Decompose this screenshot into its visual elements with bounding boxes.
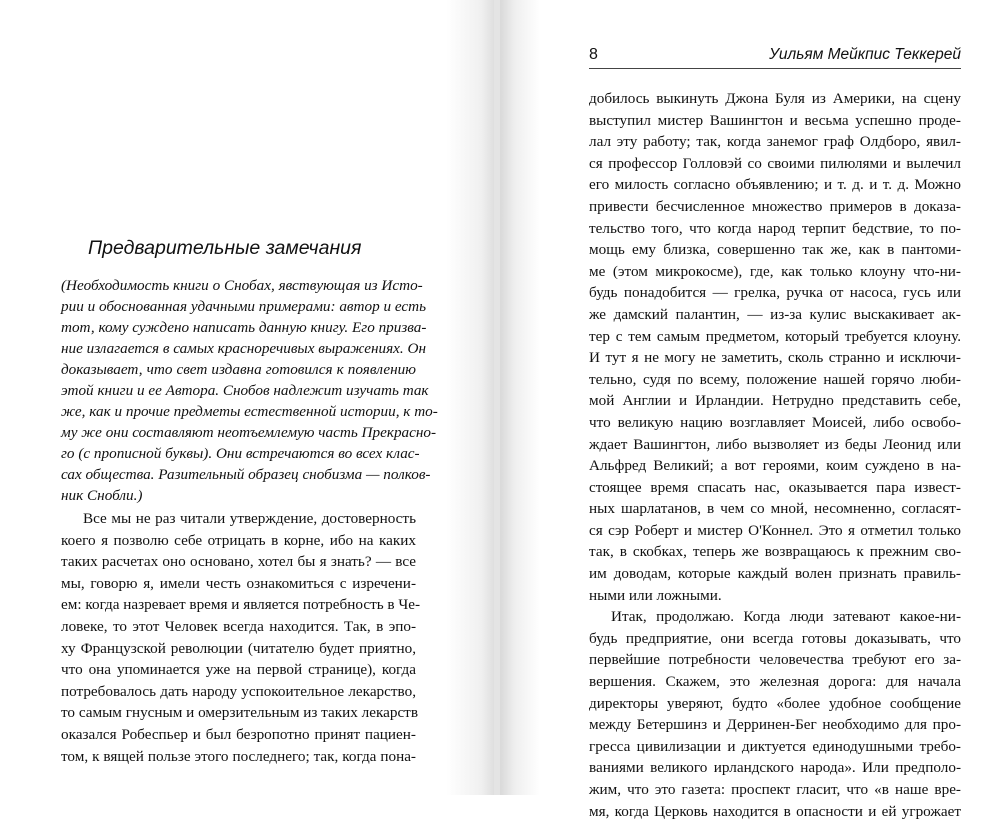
body-line: что великую нацию возглавляет Моисей, либо освобо- <box>589 413 961 431</box>
body-line: ваниями великого ирландского народа». Или предполо- <box>589 759 961 777</box>
abstract-line: сах общества. Разительный образец снобизма — полков- <box>61 466 431 483</box>
chapter-abstract <box>61 275 438 506</box>
left-page <box>0 0 496 795</box>
body-line: мощь ему близка, совершенно так же, как в пантоми- <box>589 241 961 259</box>
body-line: будь предприятие, они всегда готовы доказывать, что <box>589 629 961 647</box>
body-line: ждает Вашингтон, либо вызволяет из беды Леонид или <box>589 435 961 453</box>
body-line: ся профессор Голловэй со своими пилюлями и вылечил <box>589 154 961 172</box>
body-line: вершения. Скажем, это железная дорога: для начала <box>589 673 961 691</box>
body-line: привести бесчисленное множество примеров в доказа- <box>589 197 961 215</box>
chapter-title: Предварительные замечания <box>88 237 362 259</box>
abstract-line: му же они составляют неотъемлемую часть Прекрасно- <box>61 424 437 441</box>
body-line: выступил мистер Вашингтон и весьма успешно проде- <box>589 111 961 129</box>
abstract-line: ник Снобли.) <box>61 487 143 504</box>
body-line: лал эту работу; так, когда занемог граф Олдборо, явил- <box>589 133 961 151</box>
abstract-line: рии и обоснованная удачными примерами: автор и есть <box>61 298 427 315</box>
body-line: то самым гнусным и омерзительным из таких лекарств <box>61 704 418 722</box>
body-line: тельство того, что когда народ терпит бедствие, то по- <box>589 219 961 237</box>
body-line: том, к вящей пользе этого последнего; так, когда пона- <box>61 747 416 765</box>
body-line: Все мы не раз читали утверждение, достоверность <box>83 510 416 527</box>
abstract-line: же, как и прочие предметы естественной истории, к то- <box>61 403 438 420</box>
body-line: тер с тем самым предметом, который требуется клоуну. <box>589 327 961 345</box>
body-line: гресса цивилизации и диктуется единодушными требо- <box>589 737 961 755</box>
abstract-line: доказывает, что свет издавна готовился к появлению <box>61 361 416 378</box>
running-header <box>589 46 961 69</box>
body-line: мя, когда Церковь находится в опасности и ей угрожает <box>589 802 961 820</box>
body-line: мой Англии и Ирландии. Нетрудно представить себе, <box>589 392 961 410</box>
body-line: ме (этом микрокосме), где, как только клоуну что-ни- <box>589 262 961 280</box>
abstract-line: (Необходимость книги о Снобах, явствующая из Исто- <box>61 277 423 294</box>
body-line: так, в скобках, теперь же возвращаюсь к прежним сво- <box>589 543 961 561</box>
body-line: между Бетершинз и Дерринен-Бег необходимо для про- <box>589 716 961 734</box>
body-line: Альфред Великий; а вот героями, коим суждено в на- <box>589 457 961 475</box>
right-body-text <box>589 88 961 822</box>
body-line: оказался Робеспьер и был безропотно принят пациен- <box>61 725 416 743</box>
body-line: ными или ложными. <box>589 586 722 604</box>
body-line: ся сэр Роберт и мистер О'Коннел. Это я отметил только <box>589 521 961 539</box>
left-body-text <box>61 508 421 767</box>
abstract-line: этой книги и ее Автора. Снобов надлежит изучать так <box>61 382 429 399</box>
body-line: И тут я не могу не заметить, сколь странно и исключи- <box>589 349 961 367</box>
body-line: стоящее время спасать нас, оказывается пара извест- <box>589 478 961 496</box>
body-line: ху Французской революции (читателю будет приятно, <box>61 639 416 657</box>
body-line: первейшие потребности человечества требуют его за- <box>589 651 961 669</box>
body-line: жим, что это газета: проспект гласит, что «в наше вре- <box>589 781 961 798</box>
body-line: потребовалось дать народу успокоительное лекарство, <box>61 682 416 700</box>
body-line: им доводам, которые каждый волен признать правиль- <box>589 565 961 583</box>
body-line: же дамский палантин, — из-за кулис выскакивает ак- <box>589 305 961 323</box>
body-line: ловеке, то этот Человек всегда находится. Так, в эпо- <box>61 617 416 635</box>
running-title: Уильям Мейкпис Теккерей <box>769 46 961 63</box>
page-number: 8 <box>589 46 598 63</box>
abstract-line: ние излагается в самых красноречивых выражениях. Он <box>61 340 426 357</box>
body-line: ем: когда назревает время и является потребность в Че- <box>61 596 421 614</box>
body-line: мы, говорю я, имели честь ознакомиться с изречени- <box>61 574 416 592</box>
body-line: Итак, продолжаю. Когда люди затевают какое-ни- <box>611 608 961 626</box>
body-line: будь понадобится — грелка, ручка от насоса, гусь или <box>589 284 961 302</box>
body-line: коего я позволю себе отрицать в корне, ибо на каких <box>61 531 416 549</box>
abstract-line: го (с прописной буквы). Они встречаются во всех клас- <box>61 445 420 462</box>
body-line: его милость согласно объявлению; и т. д. и т. д. Можно <box>589 176 961 194</box>
body-line: директоры уверяют, будто «более удобное сообщение <box>589 694 961 712</box>
body-line: что она упоминается уже на первой странице), когда <box>61 661 416 679</box>
body-line: тельно, судя по всему, положение нашей горячо люби- <box>589 370 961 388</box>
body-line: таких расчетах оно основано, хотел бы я знать? — все <box>61 553 416 571</box>
body-line: ных шарлатанов, в чем со мной, несомненно, согласят- <box>589 500 961 518</box>
abstract-line: тот, кому суждено написать данную книгу. Его призва- <box>61 319 427 336</box>
body-line: добилось выкинуть Джона Буля из Америки, на сцену <box>589 90 961 107</box>
